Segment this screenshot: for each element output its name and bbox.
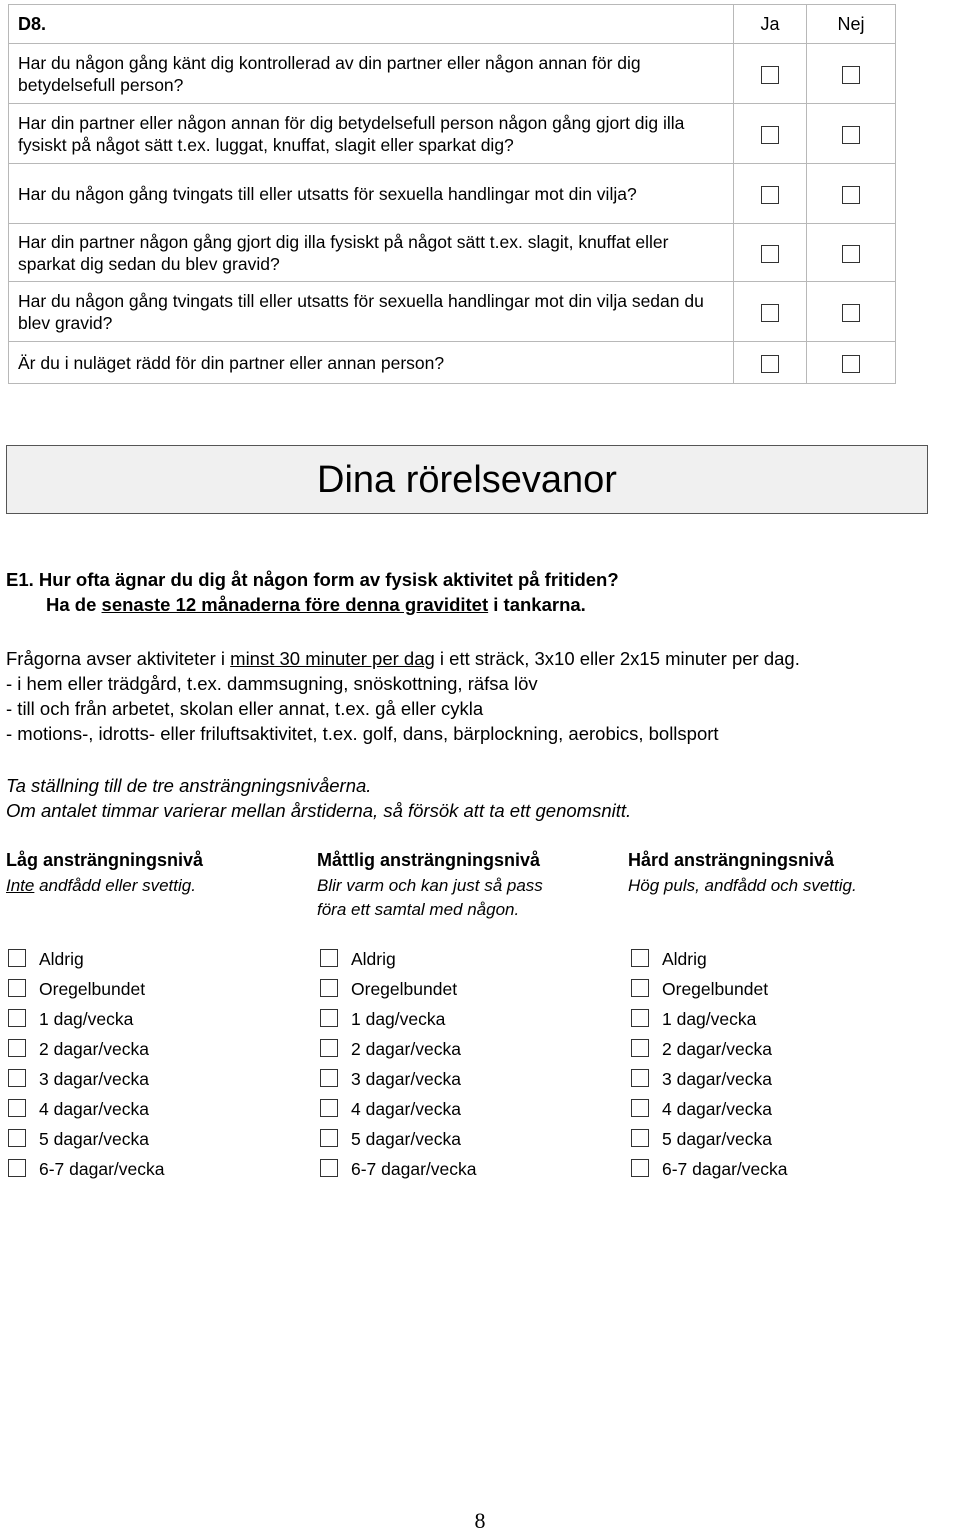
yes-checkbox[interactable] — [761, 66, 779, 84]
option-label: 5 dagar/vecka — [662, 1129, 772, 1149]
yes-checkbox[interactable] — [761, 126, 779, 144]
page-number: 8 — [474, 1508, 486, 1533]
example-line: - i hem eller trädgård, t.ex. dammsugning, snöskottning, räfsa löv — [6, 673, 538, 694]
option-checkbox[interactable] — [320, 1009, 338, 1027]
option-hard[interactable] — [631, 1008, 756, 1030]
option-label: Oregelbundet — [662, 979, 769, 999]
option-checkbox[interactable] — [320, 1159, 338, 1177]
question-text: Är du i nuläget rädd för din partner eller annan person? — [9, 342, 734, 384]
option-checkbox[interactable] — [631, 1129, 649, 1147]
no-checkbox[interactable] — [842, 66, 860, 84]
option-label: 2 dagar/vecka — [662, 1039, 772, 1059]
no-checkbox[interactable] — [842, 304, 860, 322]
option-hard[interactable] — [631, 1038, 772, 1060]
option-label: 2 dagar/vecka — [351, 1039, 461, 1059]
option-low[interactable] — [8, 978, 145, 1000]
option-label: 4 dagar/vecka — [351, 1099, 461, 1119]
no-column-header: Nej — [807, 5, 896, 44]
option-checkbox[interactable] — [320, 979, 338, 997]
level-desc-moderate-cont: föra ett samtal med någon. — [317, 900, 520, 919]
option-checkbox[interactable] — [631, 1069, 649, 1087]
e1-note: Ha de senaste 12 månaderna före denna graviditet i tankarna. — [46, 594, 586, 615]
yes-checkbox[interactable] — [761, 245, 779, 263]
option-moderate[interactable] — [320, 1008, 445, 1030]
d8-header-row — [9, 5, 896, 44]
yes-checkbox[interactable] — [761, 186, 779, 204]
e1-question: E1. Hur ofta ägnar du dig åt någon form av fysisk aktivitet på fritiden? — [6, 569, 619, 590]
no-checkbox[interactable] — [842, 186, 860, 204]
level-title-low: Låg ansträngningsnivå — [6, 850, 204, 870]
question-text: Har din partner någon gång gjort dig illa fysiskt på något sätt t.ex. slagit, knuffat eller sparkat dig sedan du blev gravid? — [9, 224, 734, 282]
level-title-moderate: Måttlig ansträngningsnivå — [317, 850, 541, 870]
option-low[interactable] — [8, 1068, 149, 1090]
table-row — [9, 164, 896, 224]
option-label: 5 dagar/vecka — [39, 1129, 149, 1149]
option-checkbox[interactable] — [631, 1159, 649, 1177]
yes-checkbox[interactable] — [761, 355, 779, 373]
option-checkbox[interactable] — [8, 949, 26, 967]
example-line: - motions-, idrotts- eller friluftsaktivitet, t.ex. golf, dans, bärplockning, aerobics, bollsport — [6, 723, 719, 744]
option-low[interactable] — [8, 1038, 149, 1060]
option-label: 5 dagar/vecka — [351, 1129, 461, 1149]
no-checkbox[interactable] — [842, 355, 860, 373]
option-checkbox[interactable] — [8, 979, 26, 997]
option-low[interactable] — [8, 948, 84, 970]
table-row — [9, 44, 896, 104]
no-checkbox[interactable] — [842, 126, 860, 144]
option-hard[interactable] — [631, 1098, 772, 1120]
option-moderate[interactable] — [320, 1098, 461, 1120]
option-hard[interactable] — [631, 1158, 788, 1180]
option-checkbox[interactable] — [8, 1069, 26, 1087]
option-hard[interactable] — [631, 978, 768, 1000]
option-checkbox[interactable] — [320, 949, 338, 967]
option-hard[interactable] — [631, 948, 707, 970]
option-label: 6-7 dagar/vecka — [662, 1159, 788, 1179]
level-desc-moderate: Blir varm och kan just så pass — [317, 876, 543, 895]
no-checkbox[interactable] — [842, 245, 860, 263]
question-text: Har du någon gång tvingats till eller utsatts för sexuella handlingar mot din vilja sedan du blev gravid? — [9, 282, 734, 342]
option-label: Oregelbundet — [351, 979, 458, 999]
instruction-line: Om antalet timmar varierar mellan årstiderna, så försök att ta ett genomsnitt. — [6, 800, 632, 821]
e1-scope: Frågorna avser aktiviteter i minst 30 minuter per dag i ett sträck, 3x10 eller 2x15 minuter per dag. — [6, 648, 800, 669]
option-moderate[interactable] — [320, 1128, 461, 1150]
table-row — [9, 282, 896, 342]
option-checkbox[interactable] — [631, 949, 649, 967]
option-moderate[interactable] — [320, 1038, 461, 1060]
option-label: 2 dagar/vecka — [39, 1039, 149, 1059]
option-checkbox[interactable] — [320, 1069, 338, 1087]
table-row — [9, 104, 896, 164]
yes-column-header: Ja — [734, 5, 807, 44]
option-label: 4 dagar/vecka — [662, 1099, 772, 1119]
option-checkbox[interactable] — [8, 1159, 26, 1177]
level-title-hard: Hård ansträngningsnivå — [628, 850, 835, 870]
section-title: Dina rörelsevanor — [6, 445, 928, 514]
table-row — [9, 224, 896, 282]
d8-code: D8. — [9, 5, 734, 44]
question-text: Har din partner eller någon annan för dig betydelsefull person någon gång gjort dig illa fysiskt på något sätt t.ex. luggat, knuffat, slagit eller sparkat dig? — [9, 104, 734, 164]
d8-question-table — [8, 4, 896, 384]
option-moderate[interactable] — [320, 1068, 461, 1090]
option-checkbox[interactable] — [320, 1039, 338, 1057]
option-label: 1 dag/vecka — [39, 1009, 134, 1029]
question-text: Har du någon gång känt dig kontrollerad av din partner eller någon annan för dig betydelsefull person? — [9, 44, 734, 104]
option-label: 4 dagar/vecka — [39, 1099, 149, 1119]
option-checkbox[interactable] — [8, 1009, 26, 1027]
option-hard[interactable] — [631, 1128, 772, 1150]
example-line: - till och från arbetet, skolan eller annat, t.ex. gå eller cykla — [6, 698, 484, 719]
option-checkbox[interactable] — [320, 1099, 338, 1117]
option-low[interactable] — [8, 1158, 165, 1180]
option-label: 3 dagar/vecka — [662, 1069, 772, 1089]
table-row — [9, 342, 896, 384]
option-low[interactable] — [8, 1098, 149, 1120]
option-checkbox[interactable] — [631, 979, 649, 997]
instruction-line: Ta ställning till de tre ansträngningsnivåerna. — [6, 775, 372, 796]
option-checkbox[interactable] — [631, 1039, 649, 1057]
option-label: Aldrig — [351, 949, 396, 969]
option-checkbox[interactable] — [631, 1099, 649, 1117]
question-text: Har du någon gång tvingats till eller utsatts för sexuella handlingar mot din vilja? — [9, 164, 734, 224]
option-label: 6-7 dagar/vecka — [351, 1159, 477, 1179]
option-moderate[interactable] — [320, 978, 457, 1000]
option-hard[interactable] — [631, 1068, 772, 1090]
option-low[interactable] — [8, 1008, 133, 1030]
option-label: 6-7 dagar/vecka — [39, 1159, 165, 1179]
option-checkbox[interactable] — [631, 1009, 649, 1027]
yes-checkbox[interactable] — [761, 304, 779, 322]
option-label: 3 dagar/vecka — [39, 1069, 149, 1089]
option-checkbox[interactable] — [8, 1129, 26, 1147]
option-checkbox[interactable] — [8, 1039, 26, 1057]
option-label: Oregelbundet — [39, 979, 146, 999]
option-checkbox[interactable] — [8, 1099, 26, 1117]
option-moderate[interactable] — [320, 1158, 477, 1180]
option-low[interactable] — [8, 1128, 149, 1150]
level-desc-low: Inte andfådd eller svettig. — [6, 876, 196, 895]
option-moderate[interactable] — [320, 948, 396, 970]
level-desc-hard: Hög puls, andfådd och svettig. — [628, 876, 857, 895]
option-checkbox[interactable] — [320, 1129, 338, 1147]
option-label: Aldrig — [662, 949, 707, 969]
option-label: 3 dagar/vecka — [351, 1069, 461, 1089]
option-label: 1 dag/vecka — [662, 1009, 757, 1029]
option-label: Aldrig — [39, 949, 84, 969]
option-label: 1 dag/vecka — [351, 1009, 446, 1029]
